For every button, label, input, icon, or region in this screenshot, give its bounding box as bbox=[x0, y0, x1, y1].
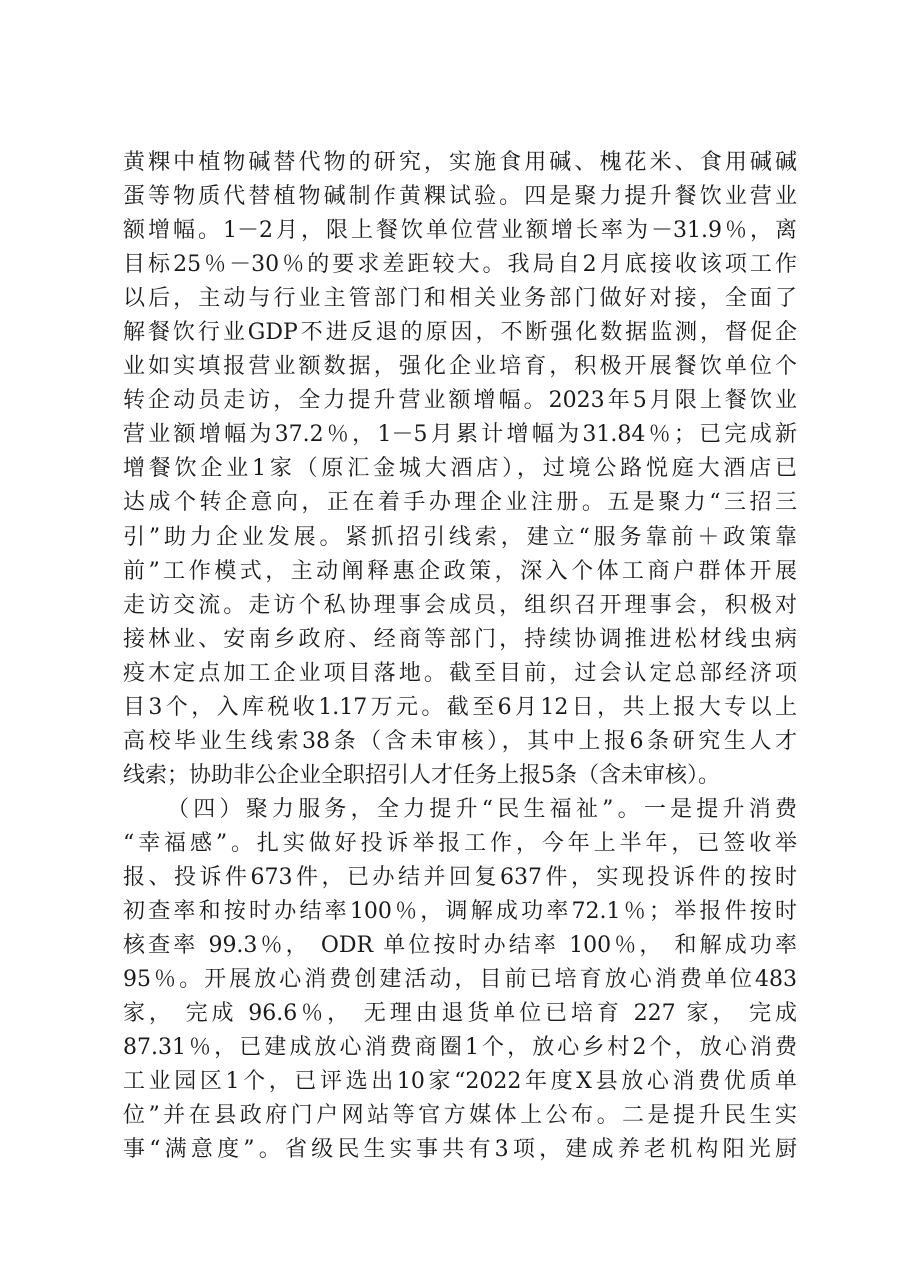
text-line: 额增幅。1－2月，限上餐饮单位营业额增长率为－31.9％，离 bbox=[123, 218, 797, 244]
text-line: 目3个，入库税收1.17万元。截至6月12日，共上报大专以上 bbox=[123, 694, 797, 720]
text-line: 工业园区1个，已评选出10家“2022年度X县放心消费优质单 bbox=[123, 1069, 797, 1095]
text-line: 事“满意度”。省级民生实事共有3项，建成养老机构阳光厨 bbox=[123, 1137, 797, 1163]
text-line: 位”并在县政府门户网站等官方媒体上公布。二是提升民生实 bbox=[123, 1103, 797, 1129]
text-line: 95％。开展放心消费创建活动，目前已培育放心消费单位483 bbox=[123, 967, 797, 993]
text-line: 走访交流。走访个私协理事会成员，组织召开理事会，积极对 bbox=[123, 592, 797, 618]
text-line: 初查率和按时办结率100％，调解成功率72.1％；举报件按时 bbox=[123, 899, 797, 925]
text-line: “幸福感”。扎实做好投诉举报工作，今年上半年，已签收举 bbox=[123, 830, 797, 856]
text-line: 达成个转企意向，正在着手办理企业注册。五是聚力“三招三 bbox=[123, 490, 797, 516]
text-line: 目标25％－30％的要求差距较大。我局自2月底接收该项工作 bbox=[123, 252, 797, 278]
text-line: 接林业、安南乡政府、经商等部门，持续协调推进松材线虫病 bbox=[123, 626, 797, 652]
text-line: 高校毕业生线索38条（含未审核），其中上报6条研究生人才 bbox=[123, 728, 797, 754]
text-line: 前”工作模式，主动阐释惠企政策，深入个体工商户群体开展 bbox=[123, 558, 797, 584]
text-line: 以后，主动与行业主管部门和相关业务部门做好对接，全面了 bbox=[123, 286, 797, 312]
text-line: 家， 完成 96.6％， 无理由退货单位已培育 227 家， 完成 bbox=[123, 1001, 797, 1027]
document-body bbox=[123, 146, 797, 1167]
text-line: 营业额增幅为37.2％，1－5月累计增幅为31.84％；已完成新 bbox=[123, 422, 797, 448]
text-line: 线索；协助非公企业全职招引人才任务上报5条（含未审核）。 bbox=[123, 762, 720, 788]
text-line: 87.31％，已建成放心消费商圈1个，放心乡村2个，放心消费 bbox=[123, 1035, 797, 1061]
text-line: 引”助力企业发展。紧抓招引线索，建立“服务靠前＋政策靠 bbox=[123, 524, 797, 550]
text-line: 报、投诉件673件，已办结并回复637件，实现投诉件的按时 bbox=[123, 864, 797, 890]
section-heading-line: （四）聚力服务，全力提升“民生福祉”。一是提升消费 bbox=[167, 796, 797, 822]
text-line: 核查率 99.3％， ODR 单位按时办结率 100％， 和解成功率 bbox=[123, 933, 797, 959]
text-line: 黄粿中植物碱替代物的研究，实施食用碱、槐花米、食用碱碱 bbox=[123, 150, 797, 175]
text-line: 疫木定点加工企业项目落地。截至目前，过会认定总部经济项 bbox=[123, 660, 797, 686]
text-line: 蛋等物质代替植物碱制作黄粿试验。四是聚力提升餐饮业营业 bbox=[123, 184, 797, 210]
text-line: 增餐饮企业1家（原汇金城大酒店），过境公路悦庭大酒店已 bbox=[123, 456, 797, 482]
text-line: 转企动员走访，全力提升营业额增幅。2023年5月限上餐饮业 bbox=[123, 388, 797, 414]
text-line: 解餐饮行业GDP不进反退的原因，不断强化数据监测，督促企 bbox=[123, 320, 797, 346]
text-line: 业如实填报营业额数据，强化企业培育，积极开展餐饮单位个 bbox=[123, 354, 797, 380]
